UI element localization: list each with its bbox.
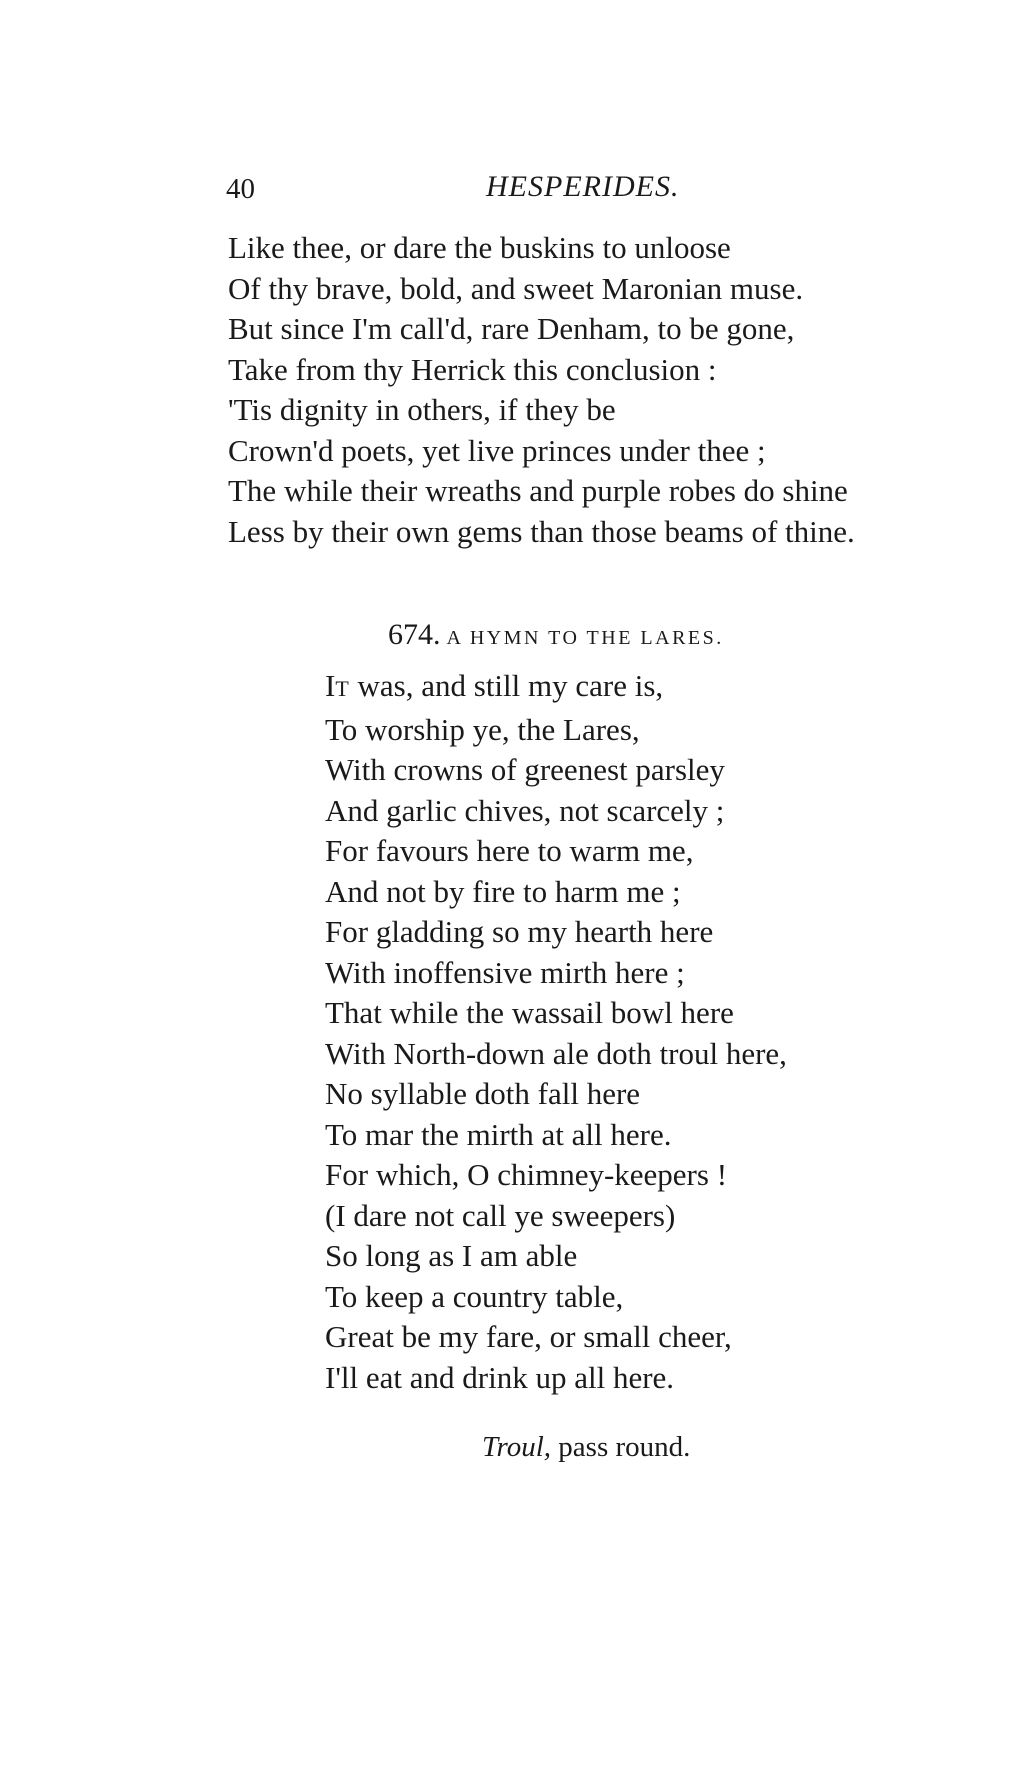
verse-line: Of thy brave, bold, and sweet Maronian muse. [228, 270, 804, 306]
verse-line: And garlic chives, not scarcely ; [325, 792, 725, 828]
verse-line: Like thee, or dare the buskins to unloose [228, 230, 731, 265]
verse-line: To worship ye, the Lares, [325, 711, 640, 747]
verse-line: To mar the mirth at all here. [325, 1116, 672, 1152]
verse-line: But since I'm call'd, rare Denham, to be gone, [228, 311, 795, 346]
verse-line: That while the wassail bowl here [325, 995, 734, 1030]
poem-body [325, 666, 787, 1398]
verse-line-first [325, 666, 787, 710]
page-number: 40 [226, 173, 255, 205]
poem-heading [388, 617, 724, 656]
verse-line: For favours here to warm me, [325, 833, 694, 868]
verse-line: With inoffensive mirth here ; [325, 954, 685, 990]
verse-line: Crown'd poets, yet live princes under thee ; [228, 432, 766, 468]
verse-line: To keep a country table, [325, 1278, 624, 1314]
first-line-text: was, and still my care is, [349, 668, 664, 703]
verse-line: And not by fire to harm me ; [325, 873, 681, 909]
verse-line: 'Tis dignity in others, if they be [228, 392, 616, 427]
verse-line: For gladding so my hearth here [325, 914, 714, 949]
verse-line: Take from thy Herrick this conclusion : [228, 351, 717, 387]
poem-title: A HYMN TO THE LARES. [446, 627, 724, 649]
poem-number: 674. [388, 618, 441, 651]
footnote-definition: pass round. [551, 1431, 691, 1463]
verse-line: I'll eat and drink up all here. [325, 1359, 675, 1395]
verse-line: No syllable doth fall here [325, 1076, 641, 1111]
verse-line: The while their wreaths and purple robes do shine [228, 473, 848, 508]
verse-line: Great be my fare, or small cheer, [325, 1319, 732, 1354]
verse-line: For which, O chimney-keepers ! [325, 1157, 728, 1192]
footnote-term: Troul, [482, 1431, 552, 1463]
verse-line: Less by their own gems than those beams of thine. [228, 513, 855, 549]
verse-line: With North-down ale doth troul here, [325, 1035, 787, 1071]
footnote [482, 1430, 690, 1464]
initial-small-cap: T [335, 676, 350, 701]
continued-poem-stanza [228, 228, 855, 552]
running-head: HESPERIDES. [486, 170, 680, 203]
verse-line: With crowns of greenest parsley [325, 752, 725, 787]
verse-line: So long as I am able [325, 1238, 578, 1273]
initial-capital: I [325, 668, 336, 703]
verse-line: (I dare not call ye sweepers) [325, 1197, 676, 1233]
